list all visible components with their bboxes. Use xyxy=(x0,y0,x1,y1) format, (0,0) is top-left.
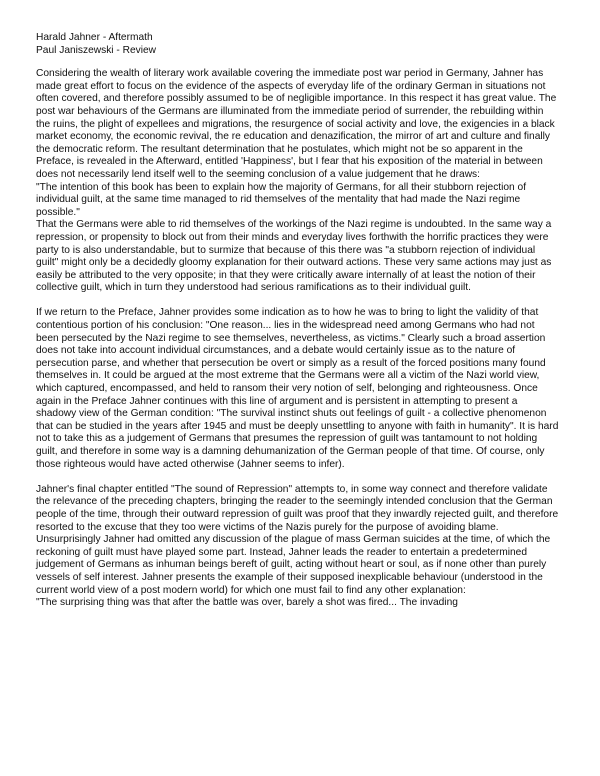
quote-1: "The intention of this book has been to explain how the majority of Germans, for all their stubborn rejection of individual guilt, at the same time managed to rid themselves of the mentality that had made the Nazi regime possible." xyxy=(36,181,527,218)
paragraph-1: Considering the wealth of literary work available covering the immediate post war period in Germany, Jahner has made great effort to focus on the evidence of the aspects of everyday life of the ordinary German in situations not often covered, and therefore possibly assumed to be of negligible importance. In this respect it has great value. The post war behaviours of the Germans are illuminated from the immediate period of surrender, the rebuilding within the ruins, the plight of expellees and migrations, the resurgence of social activity and love, the exigencies in a black market economy, the economic revival, the re education and denazification, the mirror of art and culture and finally the democratic reform. The resultant determination that he postulates, which might not be so apparent in the Preface, is revealed in the Afterward, entitled 'Happiness', but I fear that his exposition of the material in between does not necessarily lend itself well to the seeming conclusion of a value judgement that he draws: xyxy=(36,68,557,180)
paragraph-4: Jahner's final chapter entitled "The sound of Repression" attempts to, in some way connect and therefore validate the relevance of the preceding chapters, bringing the reader to the seemingly intended conclusion that the German people of the time, through their outward repression of guilt was proof that they inwardly rejected guilt, and therefore resorted to the excuse that they too were victims of the Nazis purely for the purpose of avoiding blame. Unsurprisingly Jahner had omitted any discussion of the plague of mass German suicides at the time, of which the reckoning of guilt must have played some part. Instead, Jahner leads the reader to entertain a predetermined judgement of Germans as inhuman beings bereft of guilt, acting without heart or soul, as if none other than purely vessels of self interest. Jahner presents the example of their supposed inexplicable behaviour (understood in the current world view of a post modern world) for which one must fail to find any other explanation: xyxy=(36,483,559,596)
document-title: Harald Jahner - Aftermath xyxy=(36,32,153,43)
paragraph-spacer xyxy=(36,295,560,308)
author-line: Paul Janiszewski - Review xyxy=(36,44,157,56)
header-spacer xyxy=(36,57,560,68)
quote-2: "The surprising thing was that after the battle was over, barely a shot was fired... The invading xyxy=(36,597,458,609)
paragraph-3: If we return to the Preface, Jahner provides some indication as to how he was to bring to light the validity of that contentious portion of his conclusion: "One reason... lies in the widespread need among Germans who had not been persecuted by the Nazi regime to see themselves, nevertheless, as victims." Clearly such a broad assertion does not take into account individual circumstances, and a debate would certainly issue as to the nature of persecution parse, and whether that persecution be overt or simply as a result of the forced positions many found themselves in. It could be argued at the most extreme that the Germans were all a victim of the Nazi world view, which captured, encompassed, and held to ransom their very notion of self, belonging and righteousness. Once again in the Preface Jahner continues with this line of argument and is persistent in attempting to present a shadowy view of the German condition: "The survival instinct shuts out feelings of guilt - a collective phenomenon that can be studied in the years after 1945 and must be deeply unsettling to anyone with faith in humanity". It is hard not to take this as a judgement of Germans that presumes the repression of guilt was tantamount to not holding guilt, and therefore in some way is a damning dehumanization of the German people of that time. Of course, only those righteous would have acted otherwise (Jahner seems to infer). xyxy=(36,307,559,470)
paragraph-spacer xyxy=(36,471,560,484)
paragraph-2: That the Germans were able to rid themselves of the workings of the Nazi regime is undoubted. In the same way a repression, or propensity to block out from their minds and everyday lives forthwith the horrific practices they were party to is also understandable, but to surmize that because of this there was "a stubborn rejection of individual guilt" might only be a decidedly gloomy explanation for their outward actions. These very same actions may just as easily be attributed to the very opposite; in that they were critically aware internally of at least the notion of their collective guilt, which in turn they understood had serious ramifications as to their individual guilt. xyxy=(36,219,552,294)
